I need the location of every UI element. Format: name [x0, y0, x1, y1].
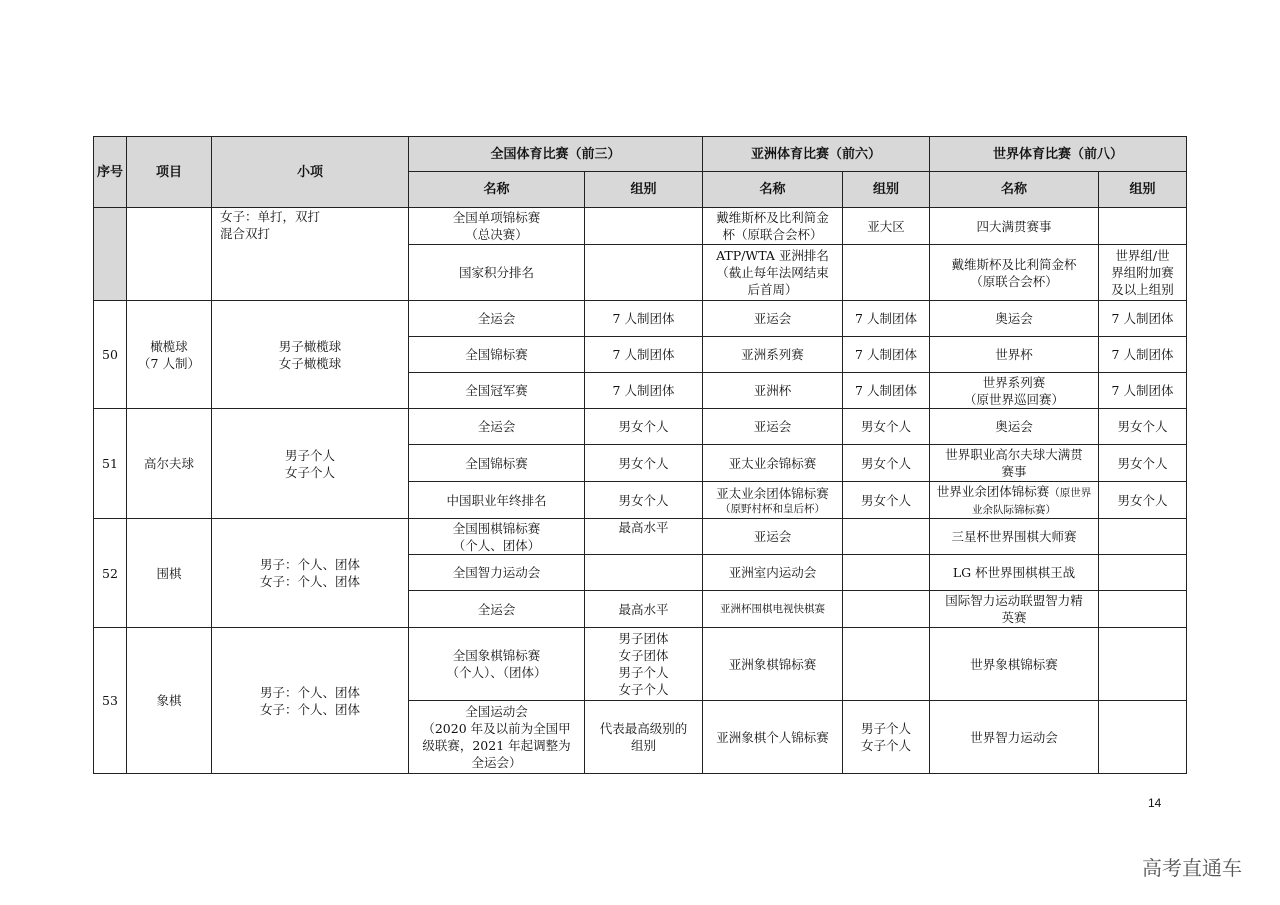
cell-national-group: 男女个人	[585, 482, 703, 519]
cell-asian-group	[843, 555, 930, 591]
cell-sub: 男子：个人、团体 女子：个人、团体	[212, 519, 409, 628]
header-national: 全国体育比赛（前三）	[409, 137, 703, 172]
cell-national-name: 全国象棋锦标赛 （个人）、（团体）	[409, 628, 585, 701]
cell-project: 围棋	[127, 519, 212, 628]
asian-name-main: 亚太业余团体锦标赛	[716, 485, 829, 501]
table-row	[94, 628, 1187, 701]
cell-world-name: 三星杯世界围棋大师赛	[930, 519, 1099, 555]
cell-national-name: 全国智力运动会	[409, 555, 585, 591]
cell-world-group	[1099, 591, 1187, 628]
cell-world-name	[930, 482, 1099, 519]
cell-asian-group: 男子个人 女子个人	[843, 701, 930, 774]
cell-national-name: 全国运动会 （2020 年及以前为全国甲 级联赛，2021 年起调整为 全运会）	[409, 701, 585, 774]
cell-national-group: 男子团体 女子团体 男子个人 女子个人	[585, 628, 703, 701]
cell-asian-group	[843, 519, 930, 555]
cell-world-group: 男女个人	[1099, 409, 1187, 445]
cell-project: 高尔夫球	[127, 409, 212, 519]
cell-national-group: 男女个人	[585, 445, 703, 482]
cell-asian-group	[843, 245, 930, 301]
cell-national-name: 全国单项锦标赛 （总决赛）	[409, 208, 585, 245]
cell-national-name: 全运会	[409, 301, 585, 337]
cell-seq: 53	[94, 628, 127, 774]
header-world-name: 名称	[930, 172, 1099, 208]
cell-asian-name: 戴维斯杯及比利简金 杯（原联合会杯）	[703, 208, 843, 245]
cell-asian-name: 亚运会	[703, 301, 843, 337]
cell-national-name: 全国围棋锦标赛 （个人、团体）	[409, 519, 585, 555]
cell-national-name: 国家积分排名	[409, 245, 585, 301]
cell-world-group: 7 人制团体	[1099, 337, 1187, 373]
cell-national-group: 7 人制团体	[585, 337, 703, 373]
cell-world-group: 世界组/世 界组附加赛 及以上组别	[1099, 245, 1187, 301]
cell-national-name: 全国锦标赛	[409, 337, 585, 373]
cell-asian-name: 亚洲象棋锦标赛	[703, 628, 843, 701]
cell-sub: 男子橄榄球 女子橄榄球	[212, 301, 409, 409]
cell-world-name: 世界智力运动会	[930, 701, 1099, 774]
cell-world-name: 世界系列赛 （原世界巡回赛）	[930, 373, 1099, 409]
table-row	[94, 301, 1187, 337]
cell-national-name: 全运会	[409, 591, 585, 628]
cell-seq: 51	[94, 409, 127, 519]
cell-sub: 女子：单打，双打 混合双打	[212, 208, 409, 301]
cell-asian-name: 亚运会	[703, 519, 843, 555]
cell-world-group: 7 人制团体	[1099, 301, 1187, 337]
cell-project: 象棋	[127, 628, 212, 774]
cell-world-name: LG 杯世界围棋棋王战	[930, 555, 1099, 591]
header-world: 世界体育比赛（前八）	[930, 137, 1187, 172]
cell-national-name: 全国锦标赛	[409, 445, 585, 482]
cell-project: 橄榄球 （7 人制）	[127, 301, 212, 409]
cell-world-group: 男女个人	[1099, 482, 1187, 519]
cell-sub: 男子：个人、团体 女子：个人、团体	[212, 628, 409, 774]
cell-world-name: 戴维斯杯及比利简金杯 （原联合会杯）	[930, 245, 1099, 301]
cell-asian-group: 7 人制团体	[843, 337, 930, 373]
cell-national-name: 全运会	[409, 409, 585, 445]
header-sub: 小项	[212, 137, 409, 208]
cell-asian-name	[703, 482, 843, 519]
cell-national-name: 全国冠军赛	[409, 373, 585, 409]
competition-table	[93, 136, 1187, 774]
cell-national-group	[585, 555, 703, 591]
asian-name-note: （原野村杯和皇后杯）	[720, 502, 825, 515]
world-name-main: 世界业余团体锦标赛	[936, 484, 1050, 499]
header-project: 项目	[127, 137, 212, 208]
cell-world-name: 世界杯	[930, 337, 1099, 373]
table-row	[94, 409, 1187, 445]
cell-national-group: 最高水平	[585, 591, 703, 628]
header-asian-name: 名称	[703, 172, 843, 208]
header-national-name: 名称	[409, 172, 585, 208]
table-row	[94, 519, 1187, 555]
cell-national-group: 代表最高级别的 组别	[585, 701, 703, 774]
cell-asian-group: 亚大区	[843, 208, 930, 245]
header-asian-group: 组别	[843, 172, 930, 208]
cell-project	[127, 208, 212, 301]
cell-asian-name: 亚洲室内运动会	[703, 555, 843, 591]
cell-asian-group	[843, 628, 930, 701]
cell-world-name: 奥运会	[930, 409, 1099, 445]
cell-national-name: 中国职业年终排名	[409, 482, 585, 519]
header-world-group: 组别	[1099, 172, 1187, 208]
cell-asian-name: ATP/WTA 亚洲排名 （截止每年法网结束 后首周）	[703, 245, 843, 301]
cell-asian-name: 亚运会	[703, 409, 843, 445]
watermark-text: 高考直通车	[1142, 856, 1242, 880]
cell-world-name: 世界象棋锦标赛	[930, 628, 1099, 701]
header-national-group: 组别	[585, 172, 703, 208]
header-asian: 亚洲体育比赛（前六）	[703, 137, 930, 172]
cell-sub: 男子个人 女子个人	[212, 409, 409, 519]
cell-national-group: 7 人制团体	[585, 373, 703, 409]
table-row	[94, 208, 1187, 245]
cell-asian-group	[843, 591, 930, 628]
cell-asian-group: 男女个人	[843, 445, 930, 482]
header-seq: 序号	[94, 137, 127, 208]
cell-world-name: 世界职业高尔夫球大满贯 赛事	[930, 445, 1099, 482]
cell-asian-name: 亚太业余锦标赛	[703, 445, 843, 482]
cell-world-group	[1099, 628, 1187, 701]
cell-asian-group: 7 人制团体	[843, 301, 930, 337]
cell-asian-name: 亚洲杯	[703, 373, 843, 409]
cell-world-group: 7 人制团体	[1099, 373, 1187, 409]
cell-asian-name: 亚洲系列赛	[703, 337, 843, 373]
cell-asian-group: 7 人制团体	[843, 373, 930, 409]
cell-seq: 50	[94, 301, 127, 409]
cell-world-name: 国际智力运动联盟智力精 英赛	[930, 591, 1099, 628]
cell-asian-group: 男女个人	[843, 482, 930, 519]
cell-national-group: 男女个人	[585, 409, 703, 445]
cell-asian-name: 亚洲象棋个人锦标赛	[703, 701, 843, 774]
cell-world-group	[1099, 555, 1187, 591]
world-name-note: （原世界业余队际锦标赛）	[972, 487, 1092, 516]
cell-world-group	[1099, 208, 1187, 245]
cell-world-name: 四大满贯赛事	[930, 208, 1099, 245]
cell-world-group	[1099, 701, 1187, 774]
cell-national-group	[585, 208, 703, 245]
cell-world-group	[1099, 519, 1187, 555]
page-number: 14	[1148, 796, 1162, 810]
cell-asian-name: 亚洲杯围棋电视快棋赛	[703, 591, 843, 628]
cell-world-group: 男女个人	[1099, 445, 1187, 482]
cell-national-group: 最高水平	[585, 519, 703, 555]
cell-world-name: 奥运会	[930, 301, 1099, 337]
cell-asian-group: 男女个人	[843, 409, 930, 445]
cell-seq: 52	[94, 519, 127, 628]
cell-national-group: 7 人制团体	[585, 301, 703, 337]
cell-national-group	[585, 245, 703, 301]
cell-seq	[94, 208, 127, 301]
